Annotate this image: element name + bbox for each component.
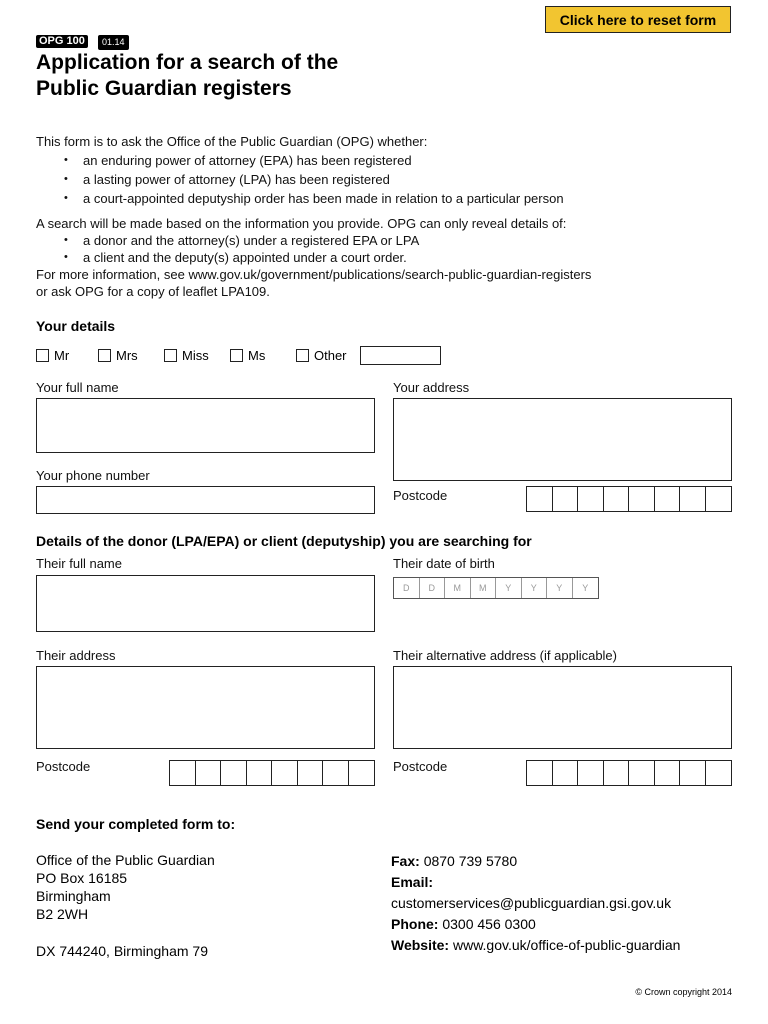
page-title — [36, 50, 338, 102]
address-line: B2 2WH — [36, 906, 89, 922]
intro-section — [36, 132, 736, 208]
postcode-cell[interactable] — [680, 761, 706, 785]
their-dob-input[interactable] — [393, 577, 599, 599]
their-alt-address-label: Their alternative address (if applicable) — [393, 648, 617, 663]
address-line: Birmingham — [36, 888, 111, 904]
contact-details — [391, 851, 680, 956]
checkbox-miss[interactable] — [164, 348, 230, 363]
list-item: • a lasting power of attorney (LPA) has been registered — [36, 170, 736, 189]
your-phone-input[interactable] — [36, 486, 375, 514]
checkbox-ms[interactable] — [230, 348, 296, 363]
your-postcode-label: Postcode — [393, 488, 448, 503]
postcode-cell[interactable] — [349, 761, 375, 785]
title-checkboxes — [36, 346, 441, 365]
more-info-line-2: or ask OPG for a copy of leaflet LPA109. — [36, 284, 270, 299]
postcode-cell[interactable] — [196, 761, 222, 785]
checkbox-label: Ms — [248, 348, 266, 363]
phone-label: Phone: — [391, 916, 439, 932]
their-alt-postcode-label: Postcode — [393, 759, 448, 774]
your-full-name-input[interactable] — [36, 398, 375, 453]
dob-day-cell[interactable]: D — [394, 578, 420, 598]
checkbox-box[interactable] — [36, 349, 49, 362]
dob-day-cell[interactable]: D — [420, 578, 446, 598]
title-line-1: Application for a search of the — [36, 51, 339, 74]
checkbox-mr[interactable] — [36, 348, 98, 363]
checkbox-other[interactable] — [296, 348, 360, 363]
postcode-cell[interactable] — [604, 487, 630, 511]
donor-details-heading: Details of the donor (LPA/EPA) or client (deputyship) you are searching for — [36, 533, 532, 549]
list-item: • a court-appointed deputyship order has been made in relation to a particular person — [36, 189, 736, 208]
your-details-heading: Your details — [36, 318, 116, 334]
your-address-label: Your address — [393, 380, 470, 395]
checkbox-label: Mrs — [116, 348, 138, 363]
postcode-cell[interactable] — [629, 761, 655, 785]
more-info-line-1: For more information, see www.gov.uk/government/publications/search-public-guardian-registers — [36, 267, 592, 282]
fax-line — [391, 851, 680, 872]
website-link[interactable]: www.gov.uk/office-of-public-guardian — [452, 937, 681, 953]
phone-line — [391, 914, 680, 935]
postcode-cell[interactable] — [247, 761, 273, 785]
postcode-cell[interactable] — [527, 761, 553, 785]
website-label: Website: — [391, 937, 450, 953]
postcode-cell[interactable] — [706, 487, 732, 511]
list-item: • a client and the deputy(s) appointed under a court order. — [36, 249, 756, 266]
postcode-cell[interactable] — [629, 487, 655, 511]
dob-year-cell[interactable]: Y — [582, 583, 589, 593]
their-postcode-input[interactable] — [169, 760, 375, 786]
website-line — [391, 935, 680, 956]
checkbox-label: Miss — [182, 348, 209, 363]
search-info-section — [36, 215, 756, 300]
address-line: PO Box 16185 — [36, 870, 128, 886]
intro-bullets — [36, 151, 736, 208]
phone-value: 0300 456 0300 — [442, 916, 536, 932]
their-full-name-label: Their full name — [36, 556, 122, 571]
checkbox-box[interactable] — [164, 349, 177, 362]
your-postcode-input[interactable] — [526, 486, 732, 512]
reset-form-button[interactable]: Click here to reset form — [545, 6, 731, 33]
postcode-cell[interactable] — [578, 487, 604, 511]
checkbox-box[interactable] — [296, 349, 309, 362]
email-label: Email: — [391, 874, 434, 890]
postal-address — [36, 851, 215, 923]
title-line-2: Public Guardian registers — [36, 77, 292, 100]
postcode-cell[interactable] — [170, 761, 196, 785]
address-line: Office of the Public Guardian — [36, 852, 215, 868]
intro-lead: This form is to ask the Office of the Public Guardian (OPG) whether: — [36, 134, 428, 149]
checkbox-mrs[interactable] — [98, 348, 164, 363]
form-code-badge: OPG 100 — [36, 35, 88, 48]
postcode-cell[interactable] — [655, 487, 681, 511]
their-address-label: Their address — [36, 648, 116, 663]
postcode-cell[interactable] — [323, 761, 349, 785]
dob-year-cell[interactable]: Y — [547, 578, 573, 598]
checkbox-label: Other — [314, 348, 347, 363]
checkbox-box[interactable] — [230, 349, 243, 362]
postcode-cell[interactable] — [578, 761, 604, 785]
their-dob-label: Their date of birth — [393, 556, 495, 571]
search-bullets — [36, 232, 756, 266]
email-value[interactable]: customerservices@publicguardian.gsi.gov.uk — [391, 895, 672, 911]
dob-month-cell[interactable]: M — [471, 578, 497, 598]
checkbox-box[interactable] — [98, 349, 111, 362]
list-item: • a donor and the attorney(s) under a registered EPA or LPA — [36, 232, 756, 249]
copyright-notice: © Crown copyright 2014 — [635, 987, 732, 997]
your-full-name-label: Your full name — [36, 380, 119, 395]
postcode-cell[interactable] — [221, 761, 247, 785]
dob-year-cell[interactable]: Y — [522, 578, 548, 598]
dx-address: DX 744240, Birmingham 79 — [36, 943, 208, 959]
list-item: • an enduring power of attorney (EPA) has been registered — [36, 151, 736, 170]
their-alt-address-input[interactable] — [393, 666, 732, 749]
postcode-cell[interactable] — [655, 761, 681, 785]
postcode-cell[interactable] — [298, 761, 324, 785]
other-title-input[interactable] — [360, 346, 441, 365]
their-address-input[interactable] — [36, 666, 375, 749]
their-postcode-label: Postcode — [36, 759, 91, 774]
checkbox-label: Mr — [54, 348, 70, 363]
postcode-cell[interactable] — [272, 761, 298, 785]
postcode-cell[interactable] — [553, 487, 579, 511]
email-line — [391, 872, 680, 893]
your-phone-label: Your phone number — [36, 468, 150, 483]
postcode-cell[interactable] — [527, 487, 553, 511]
postcode-cell[interactable] — [706, 761, 732, 785]
fax-value: 0870 739 5780 — [423, 853, 518, 869]
dob-year-cell[interactable]: Y — [496, 578, 522, 598]
send-heading: Send your completed form to: — [36, 816, 236, 832]
form-version-badge: 01.14 — [98, 35, 129, 50]
fax-label: Fax: — [391, 853, 420, 869]
postcode-cell[interactable] — [553, 761, 579, 785]
search-lead: A search will be made based on the information you provide. OPG can only reveal details of: — [36, 216, 567, 231]
dob-month-cell[interactable]: M — [445, 578, 471, 598]
their-alt-postcode-input[interactable] — [526, 760, 732, 786]
their-full-name-input[interactable] — [36, 575, 375, 632]
postcode-cell[interactable] — [680, 487, 706, 511]
postcode-cell[interactable] — [604, 761, 630, 785]
your-address-input[interactable] — [393, 398, 732, 481]
